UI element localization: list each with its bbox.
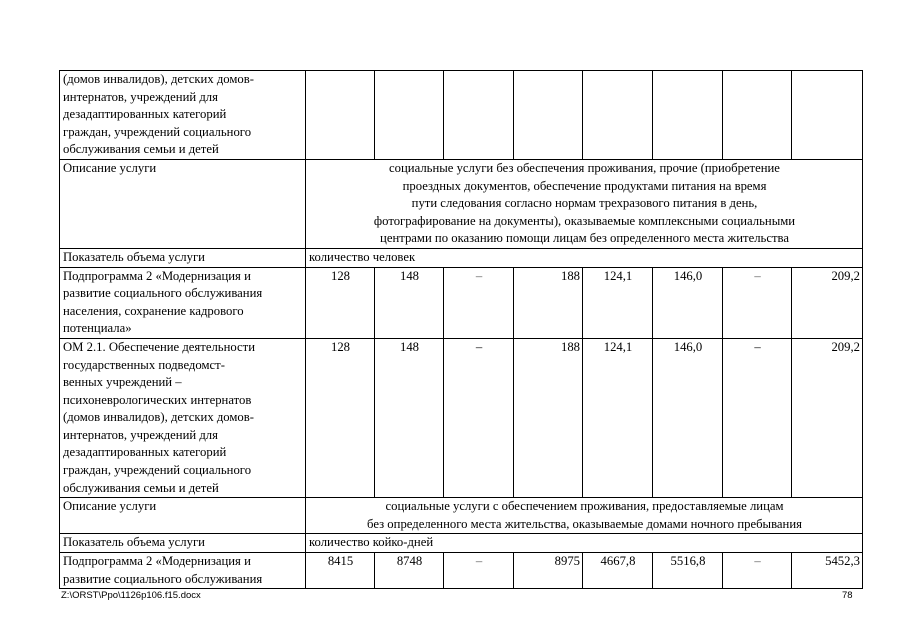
value-cell: 8415 — [306, 553, 375, 589]
value-cell: – — [444, 267, 514, 338]
row-label: Описание услуги — [60, 498, 306, 534]
table-row — [60, 534, 863, 553]
value-cell: 5516,8 — [653, 553, 723, 589]
table-row — [60, 71, 863, 160]
value-cell: 188 — [514, 267, 583, 338]
value-cell: 128 — [306, 338, 375, 497]
value-cell: 5452,3 — [792, 553, 863, 589]
row-label: (домов инвалидов), детских домов- интернатов, учреждений для дезадаптированных категорий граждан, учреждений социального обслуживания семьи и детей — [60, 71, 306, 160]
value-cell: – — [723, 267, 792, 338]
value-cell: 148 — [375, 338, 444, 497]
value-cell: 146,0 — [653, 267, 723, 338]
empty-cell — [306, 71, 375, 160]
page-number: 78 — [842, 590, 853, 601]
service-description: социальные услуги без обеспечения проживания, прочие (приобретение проездных документов, обеспечение продуктами питания на время пути следования согласно нормам трехразового питания в день, фотографирование на документы), оказываемые комплексными социальными центрами по оказанию помощи лицам без определенного места жительства — [306, 159, 863, 248]
value-cell: – — [444, 553, 514, 589]
row-label: Показатель объема услуги — [60, 248, 306, 267]
volume-indicator: количество человек — [306, 248, 863, 267]
table-row — [60, 338, 863, 497]
empty-cell — [514, 71, 583, 160]
table-row — [60, 159, 863, 248]
value-cell: 146,0 — [653, 338, 723, 497]
table-row — [60, 553, 863, 589]
file-path-footer: Z:\ORST\Ppo\1126p106.f15.docx — [61, 590, 201, 601]
value-cell: – — [444, 338, 514, 497]
row-label: Подпрограмма 2 «Модернизация и развитие социального обслуживания — [60, 553, 306, 589]
value-cell: 124,1 — [583, 267, 653, 338]
row-label: ОМ 2.1. Обеспечение деятельности государственных подведомст- венных учреждений – психоневрологических интернатов (домов инвалидов), детских домов- интернатов, учреждений для дезадаптированных категорий граждан, учреждений социального обслуживания семьи и детей — [60, 338, 306, 497]
budget-table — [59, 70, 863, 589]
row-label: Показатель объема услуги — [60, 534, 306, 553]
volume-indicator: количество койко-дней — [306, 534, 863, 553]
empty-cell — [583, 71, 653, 160]
table-row — [60, 248, 863, 267]
empty-cell — [723, 71, 792, 160]
value-cell: – — [723, 338, 792, 497]
value-cell: 4667,8 — [583, 553, 653, 589]
table-row — [60, 498, 863, 534]
value-cell: 8748 — [375, 553, 444, 589]
empty-cell — [792, 71, 863, 160]
table-row — [60, 267, 863, 338]
value-cell: 148 — [375, 267, 444, 338]
value-cell: 8975 — [514, 553, 583, 589]
row-label: Подпрограмма 2 «Модернизация и развитие социального обслуживания населения, сохранение кадрового потенциала» — [60, 267, 306, 338]
empty-cell — [444, 71, 514, 160]
value-cell: 209,2 — [792, 338, 863, 497]
empty-cell — [653, 71, 723, 160]
value-cell: 124,1 — [583, 338, 653, 497]
value-cell: – — [723, 553, 792, 589]
service-description: социальные услуги с обеспечением проживания, предоставляемые лицам без определенного места жительства, оказываемые домами ночного пребывания — [306, 498, 863, 534]
value-cell: 128 — [306, 267, 375, 338]
row-label: Описание услуги — [60, 159, 306, 248]
value-cell: 188 — [514, 338, 583, 497]
value-cell: 209,2 — [792, 267, 863, 338]
empty-cell — [375, 71, 444, 160]
